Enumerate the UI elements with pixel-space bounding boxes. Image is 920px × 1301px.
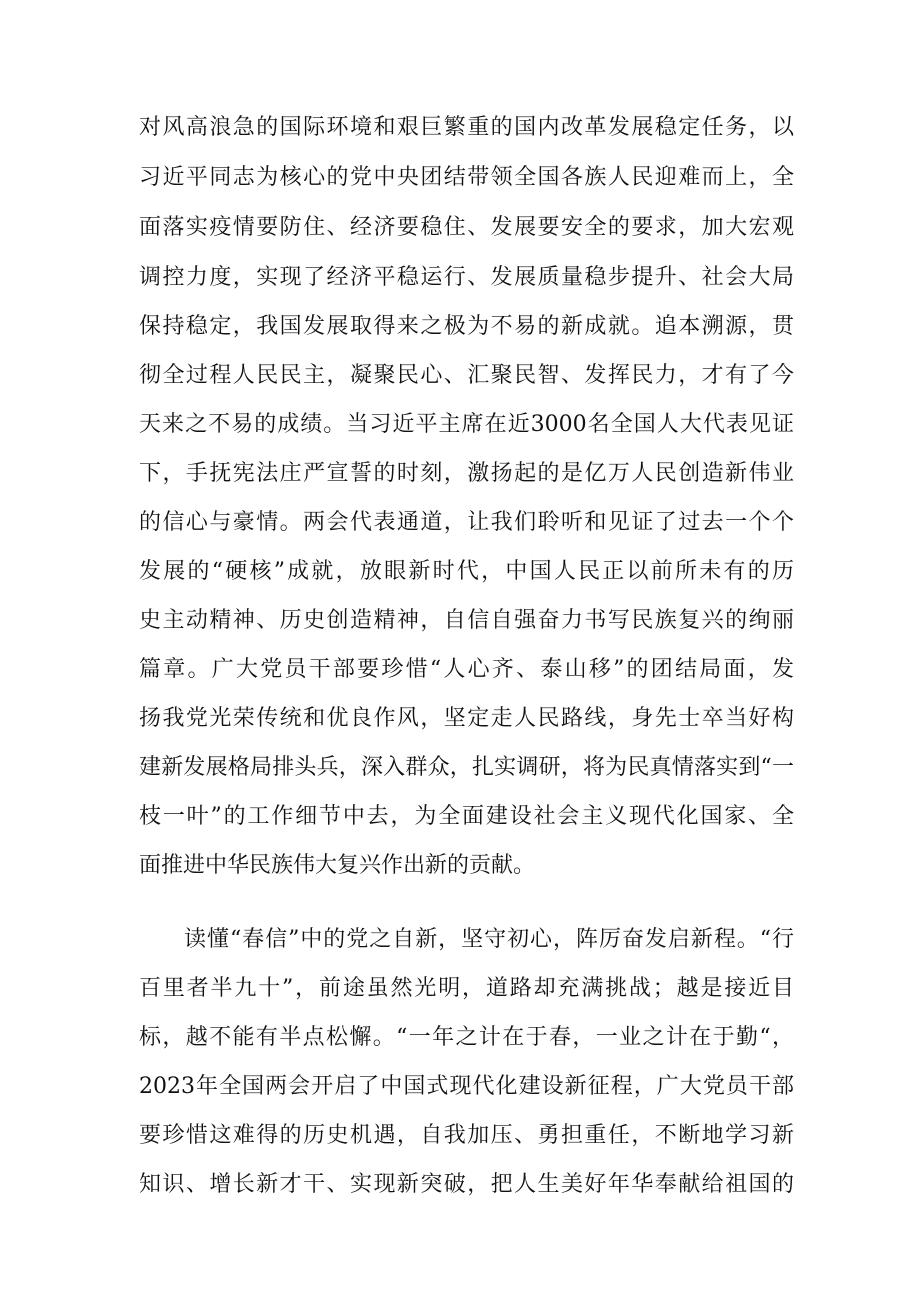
text-line: 对风高浪急的国际环境和艰巨繁重的国内改革发展稳定任务，以 (139, 115, 794, 140)
text-line: 面推进中华民族伟大复兴作出新的贡献。 (139, 853, 536, 878)
text-line: 读懂“春信”中的党之自新，坚守初心，阵厉奋发启新程。“行 (184, 927, 794, 952)
text-line: 篇章。广大党员干部要珍惜“人心齐、泰山移”的团结局面，发 (139, 657, 794, 682)
text-line: 要珍惜这难得的历史机遇，自我加压、勇担重任，不断地学习新 (139, 1123, 794, 1148)
text-line: 面落实疫情要防住、经济要稳住、发展要安全的要求，加大宏观 (139, 215, 794, 240)
text-line: 保持稳定，我国发展取得来之极为不易的新成就。追本溯源，贯 (139, 314, 794, 339)
text-line: 百里者半九十”，前途虽然光明，道路却充满挑战；越是接近目 (139, 976, 794, 1001)
text-line: 标，越不能有半点松懈。“一年之计在于春，一业之计在于勤“， (139, 1025, 794, 1050)
text-line: 2023年全国两会开启了中国式现代化建设新征程，广大党员干部 (139, 1074, 794, 1099)
text-line: 知识、增长新才干、实现新突破，把人生美好年华奉献给祖国的 (139, 1172, 794, 1197)
text-line: 天来之不易的成绩。当习近平主席在近3000名全国人大代表见证 (139, 412, 794, 437)
text-line: 枝一叶”的工作细节中去，为全面建设社会主义现代化国家、全 (139, 804, 794, 829)
text-line: 习近平同志为核心的党中央团结带领全国各族人民迎难而上，全 (139, 165, 794, 190)
text-line: 扬我党光荣传统和优良作风，坚定走人民路线，身先士卒当好构 (139, 706, 794, 731)
text-line: 的信心与豪情。两会代表通道，让我们聆听和见证了过去一个个 (139, 510, 794, 535)
text-line: 史主动精神、历史创造精神，自信自强奋力书写民族复兴的绚丽 (139, 608, 794, 633)
text-line: 建新发展格局排头兵，深入群众，扎实调研，将为民真情落实到“一 (139, 755, 794, 780)
text-line: 发展的“硬核”成就，放眼新时代，中国人民正以前所未有的历 (139, 559, 794, 584)
text-line: 调控力度，实现了经济平稳运行、发展质量稳步提升、社会大局 (139, 265, 794, 290)
text-line: 下，手抚宪法庄严宣誓的时刻，激扬起的是亿万人民创造新伟业 (139, 461, 794, 486)
text-line: 彻全过程人民民主，凝聚民心、汇聚民智、发挥民力，才有了今 (139, 363, 794, 388)
